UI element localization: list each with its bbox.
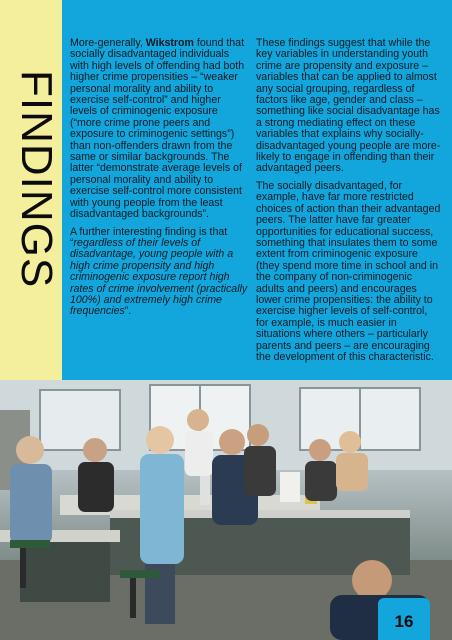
author-name: Wikstrom <box>145 37 194 49</box>
paragraph: These findings suggest that while the key variables in understanding youth crime are propensity and exposure – variables that can be applied to almost any social grouping, regardless of factors like age, gender and class – something like social disadvantage has a strong mediating effect on these variables that explains why socially-disadvantaged young people are more-likely to engage in offending than their advantaged peers. <box>256 37 441 175</box>
quote-text: regardless of their levels of disadvantage, young people with a high crime propensity and high criminogenic exposure report high rates of crime involvement (practically 100%) and extremely high crime frequencies <box>70 236 248 318</box>
paragraph-text: A further interesting finding is that “ <box>70 225 228 249</box>
column-left <box>70 38 250 324</box>
paragraph-text: More-generally, <box>70 37 146 49</box>
side-title: FINDINGS <box>12 70 61 289</box>
paragraph <box>70 227 250 318</box>
paragraph-text: found that socially disadvantaged individuals with high levels of offending had both higher crime propensities – “weaker personal morality and ability to exercise self-control” and higher levels of criminogenic exposure (“more crime prone peers and exposure to criminogenic settings”) than non-offenders drawn from the same or similar backgrounds. The latter “demonstrate average levels of personal morality and ability to exercise self-control more consistent with young people from the least disadvantaged backgrounds”. <box>70 37 245 221</box>
paragraph: The socially disadvantaged, for example, have far more restricted choices of action than their advantaged peers. The latter have far greater opportunities for educational success, something that insulates them to some extent from criminogenic exposure (they spend more time in school and in the company of non-criminogenic adults and peers) and encourages lower crime propensities: the ability to exercise higher levels of self-control, for example, is much easier in situations where others – particularly parents and peers – are encouraging the development of this characteristic. <box>256 179 441 363</box>
paragraph <box>70 38 250 221</box>
page-number: 16 <box>394 612 414 631</box>
column-right <box>256 38 441 369</box>
paragraph-text: ”. <box>124 305 132 318</box>
